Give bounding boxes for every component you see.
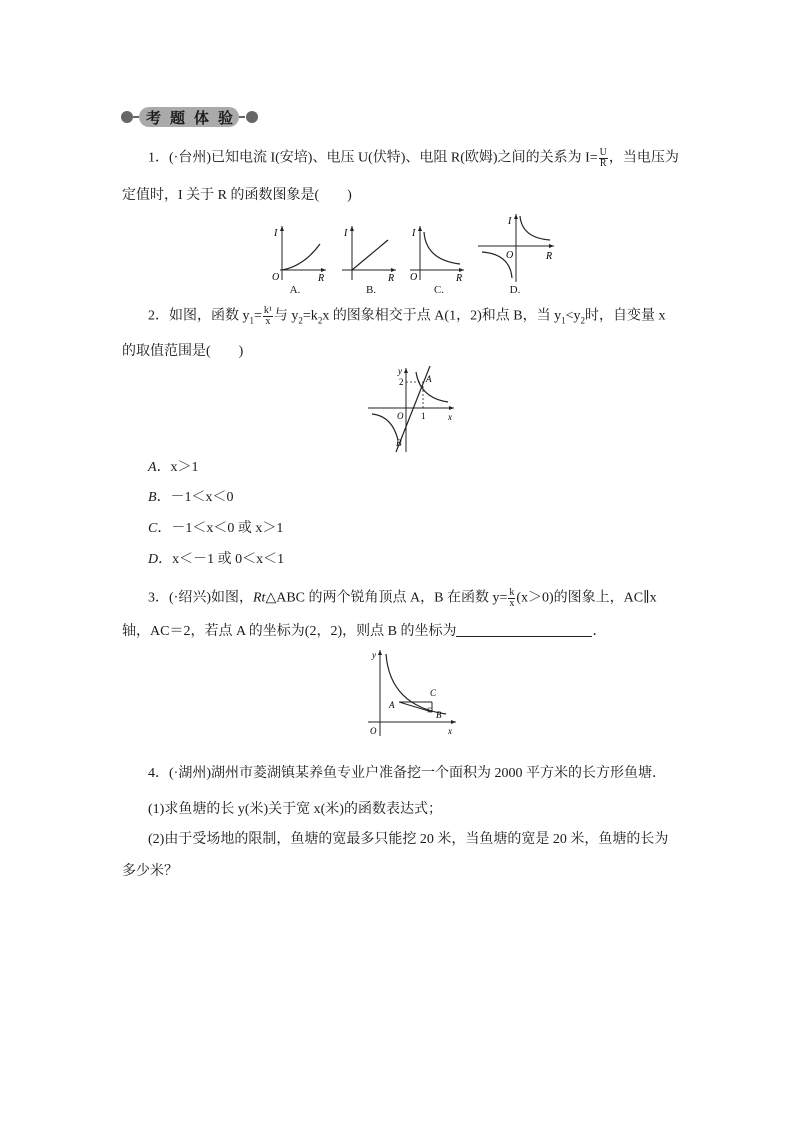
q1-option-a: A. xyxy=(289,284,301,296)
q2-option-d: D．x＜－1 或 0＜x＜1 xyxy=(148,552,285,567)
section-header-banner xyxy=(120,106,260,128)
svg-text:O: O xyxy=(506,250,514,261)
svg-text:1: 1 xyxy=(421,411,426,421)
q4-part1: (1)求鱼塘的长 y(米)关于宽 x(米)的函数表达式； xyxy=(148,802,442,817)
svg-text:I: I xyxy=(412,228,416,239)
svg-text:x: x xyxy=(448,412,452,422)
svg-text:B: B xyxy=(436,710,442,720)
svg-text:y: y xyxy=(372,650,376,660)
q2-option-a: A．x＞1 xyxy=(148,460,199,475)
q4-part2-line1: (2)由于受场地的限制，鱼塘的宽最多只能挖 20 米，当鱼塘的宽是 20 米，鱼塘的长为 xyxy=(148,832,669,847)
svg-text:B: B xyxy=(396,438,402,448)
svg-text:x: x xyxy=(448,726,452,736)
svg-text:I: I xyxy=(508,216,512,227)
q1-fraction: $\frac{U}{R}$ xyxy=(599,147,607,169)
q2-option-b: B．－1＜x＜0 xyxy=(148,490,234,505)
q3-answer-blank[interactable] xyxy=(456,622,592,637)
q1-graph-b xyxy=(338,222,400,284)
q1-option-b: B. xyxy=(365,284,377,296)
q3-line2: 轴，AC＝2，若点 A 的坐标为(2，2)，则点 B 的坐标为 ． xyxy=(122,624,607,639)
q2-line1: 2．如图，函数 $y_1=$ $\frac{\text{k¹}}{x}$ 与 $y_2=k_2x$ 的图象相交于点 A(1，2)和点 B，当 $y_1<y_2$时，自变量 x xyxy=(148,305,666,327)
q3-graph xyxy=(366,646,460,738)
svg-text:2: 2 xyxy=(399,377,404,387)
q1-option-c: C. xyxy=(433,284,445,296)
svg-text:R: R xyxy=(388,273,395,284)
q1-graph-a xyxy=(268,222,330,284)
svg-text:I: I xyxy=(274,228,278,239)
q1-option-d: D. xyxy=(509,284,521,296)
q1-graph-c xyxy=(406,222,468,284)
svg-text:R: R xyxy=(546,251,553,262)
svg-text:A: A xyxy=(426,374,432,384)
svg-text:O: O xyxy=(370,726,377,736)
q4-line1: 4．(·湖州)湖州市菱湖镇某养鱼专业户准备挖一个面积为 2000 平方米的长方形鱼塘． xyxy=(148,766,666,781)
q2-line2: 的取值范围是( ) xyxy=(122,344,244,359)
svg-text:O: O xyxy=(397,411,404,421)
section-title-char: 考 xyxy=(146,111,162,127)
svg-text:y: y xyxy=(398,366,402,376)
svg-text:I: I xyxy=(344,228,348,239)
section-title-char: 题 xyxy=(170,111,186,127)
section-title-char: 验 xyxy=(218,111,234,127)
q1-line1: 1．(·台州)已知电流 I(安培)、电压 U(伏特)、电阻 R(欧姆)之间的关系为 I= $\frac{U}{R}$ ，当电压为 xyxy=(148,147,679,169)
svg-text:C: C xyxy=(430,688,437,698)
svg-text:R: R xyxy=(318,273,325,284)
q2-graph xyxy=(366,362,458,454)
q2-option-c: C．－1＜x＜0 或 x＞1 xyxy=(148,521,284,536)
q1-graph-d xyxy=(476,212,558,284)
q1-line2: 定值时，I 关于 R 的函数图象是( ) xyxy=(122,188,352,203)
q3-fraction: $\frac{k}{x}$ xyxy=(509,587,515,609)
section-header xyxy=(120,106,260,128)
svg-text:R: R xyxy=(456,273,463,284)
q2-fraction: $\frac{\text{k¹}}{x}$ xyxy=(263,305,272,327)
q4-part2-line2: 多少米？ xyxy=(122,864,178,879)
svg-text:O: O xyxy=(272,272,280,283)
q3-line1: 3．(·绍兴)如图，Rt△ABC 的两个锐角顶点 A，B 在函数 y= $\frac{k}{x}$ (x＞0)的图象上，AC∥x xyxy=(148,587,657,609)
svg-text:O: O xyxy=(410,272,418,283)
section-title-char: 体 xyxy=(194,111,210,127)
svg-text:A: A xyxy=(389,700,395,710)
